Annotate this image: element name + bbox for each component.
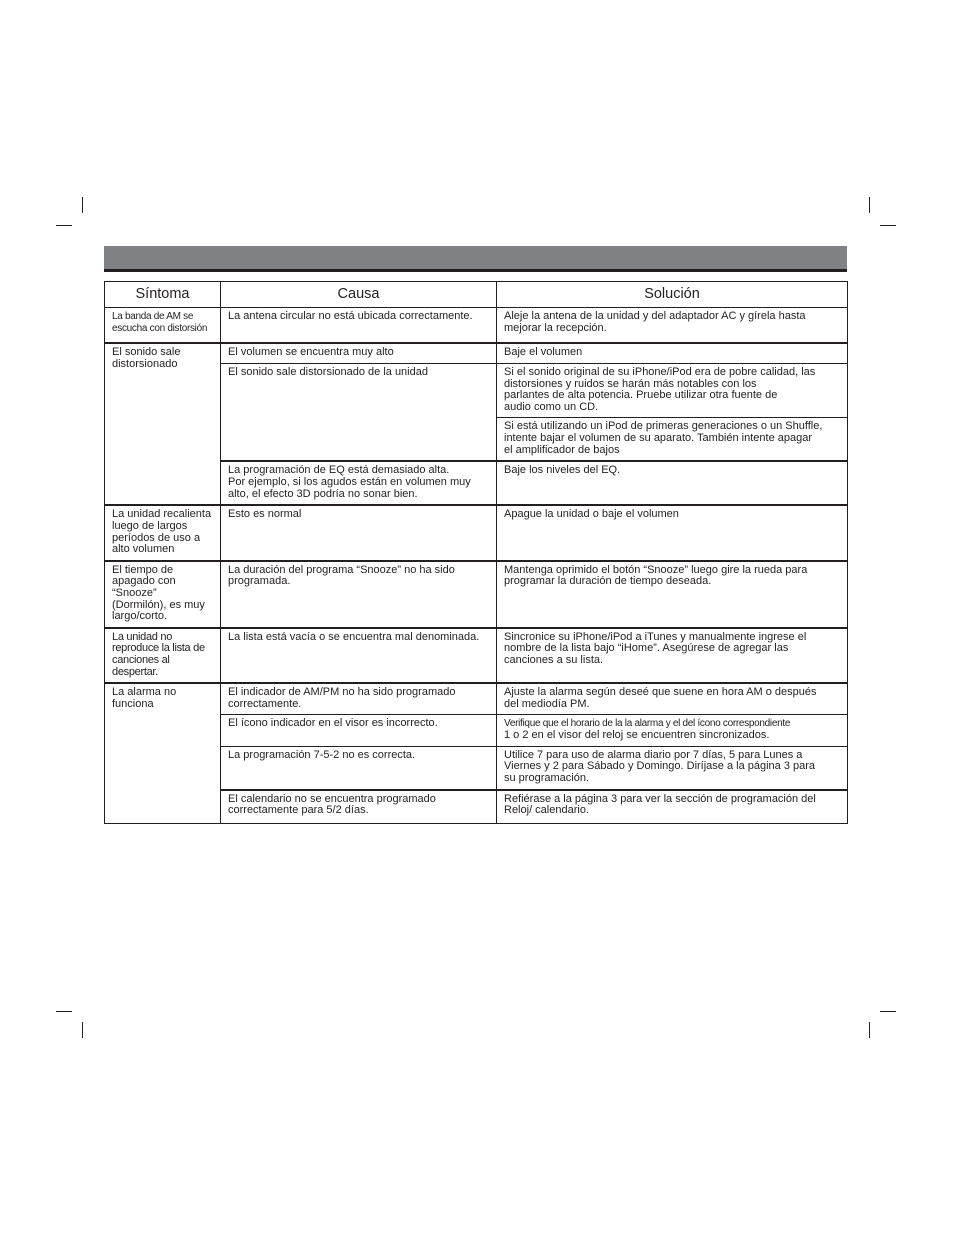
crop-mark bbox=[56, 1011, 72, 1012]
table-header-row bbox=[105, 282, 848, 308]
crop-mark bbox=[880, 225, 896, 226]
crop-mark bbox=[869, 1022, 870, 1038]
cause-cell: El sonido sale distorsionado de la unidad bbox=[221, 364, 497, 462]
table-row bbox=[105, 505, 848, 560]
solution-cell: Refiérase a la página 3 para ver la sección de programación del Reloj/ calendario. bbox=[497, 790, 848, 824]
cause-cell: El volumen se encuentra muy alto bbox=[221, 343, 497, 364]
cause-cell: La duración del programa “Snooze” no ha sido programada. bbox=[221, 561, 497, 628]
solution-cell: Utilice 7 para uso de alarma diario por 7 días, 5 para Lunes a Viernes y 2 para Sábado y Domingo. Diríjase a la página 3 para su programación. bbox=[497, 746, 848, 790]
header-cause: Causa bbox=[221, 282, 497, 308]
crop-mark bbox=[880, 1011, 896, 1012]
symptom-cell: La banda de AM se escucha con distorsión bbox=[105, 308, 221, 344]
symptom-cell: La unidad no reproduce la lista de canciones al despertar. bbox=[105, 628, 221, 683]
solution-cell: Sincronice su iPhone/iPod a iTunes y manualmente ingrese el nombre de la lista bajo “iHome”. Asegúrese de agregar las canciones a su lista. bbox=[497, 628, 848, 683]
symptom-cell: La unidad recalienta luego de largos períodos de uso a alto volumen bbox=[105, 505, 221, 560]
section-header-bar bbox=[104, 246, 847, 272]
crop-mark bbox=[56, 225, 72, 226]
troubleshooting-table bbox=[104, 281, 848, 824]
solution-cell: Baje los niveles del EQ. bbox=[497, 461, 848, 505]
table-row bbox=[105, 343, 848, 364]
header-solution: Solución bbox=[497, 282, 848, 308]
solution-cell: Apague la unidad o baje el volumen bbox=[497, 505, 848, 560]
solution-cell: Baje el volumen bbox=[497, 343, 848, 364]
symptom-cell: El sonido sale distorsionado bbox=[105, 343, 221, 505]
solution-cell: Si el sonido original de su iPhone/iPod era de pobre calidad, las distorsiones y ruidos se harán más notables con los parlantes de alta potencia. Pruebe utilizar otra fuente de audio como un CD. bbox=[497, 364, 848, 418]
cause-cell: El indicador de AM/PM no ha sido programado correctamente. bbox=[221, 683, 497, 715]
solution-cell: Verifique que el horario de la la alarma y el del ícono correspondiente 1 o 2 en el visor del reloj se encuentren sincronizados. bbox=[497, 715, 848, 746]
solution-cell: Mantenga oprimido el botón “Snooze” luego gire la rueda para programar la duración de tiempo deseada. bbox=[497, 561, 848, 628]
cause-cell: La lista está vacía o se encuentra mal denominada. bbox=[221, 628, 497, 683]
table-row bbox=[105, 683, 848, 715]
crop-mark bbox=[82, 197, 83, 213]
cause-cell: El ícono indicador en el visor es incorrecto. bbox=[221, 715, 497, 746]
cause-cell: La programación de EQ está demasiado alta. Por ejemplo, si los agudos están en volumen muy alto, el efecto 3D podría no sonar bien. bbox=[221, 461, 497, 505]
symptom-cell: El tiempo de apagado con “Snooze” (Dormilón), es muy largo/corto. bbox=[105, 561, 221, 628]
cause-cell: El calendario no se encuentra programado correctamente para 5/2 días. bbox=[221, 790, 497, 824]
table-row bbox=[105, 561, 848, 628]
solution-cell: Aleje la antena de la unidad y del adaptador AC y gírela hasta mejorar la recepción. bbox=[497, 308, 848, 344]
header-symptom: Síntoma bbox=[105, 282, 221, 308]
cause-cell: La antena circular no está ubicada correctamente. bbox=[221, 308, 497, 344]
solution-cell: Ajuste la alarma según deseé que suene en hora AM o después del mediodía PM. bbox=[497, 683, 848, 715]
table-row bbox=[105, 628, 848, 683]
crop-mark bbox=[869, 197, 870, 213]
cause-cell: Esto es normal bbox=[221, 505, 497, 560]
table-row bbox=[105, 308, 848, 344]
cause-cell: La programación 7-5-2 no es correcta. bbox=[221, 746, 497, 790]
crop-mark bbox=[82, 1022, 83, 1038]
solution-cell: Si está utilizando un iPod de primeras generaciones o un Shuffle, intente bajar el volumen de su aparato. También intente apagar el amplificador de bajos bbox=[497, 418, 848, 462]
symptom-cell: La alarma no funciona bbox=[105, 683, 221, 823]
